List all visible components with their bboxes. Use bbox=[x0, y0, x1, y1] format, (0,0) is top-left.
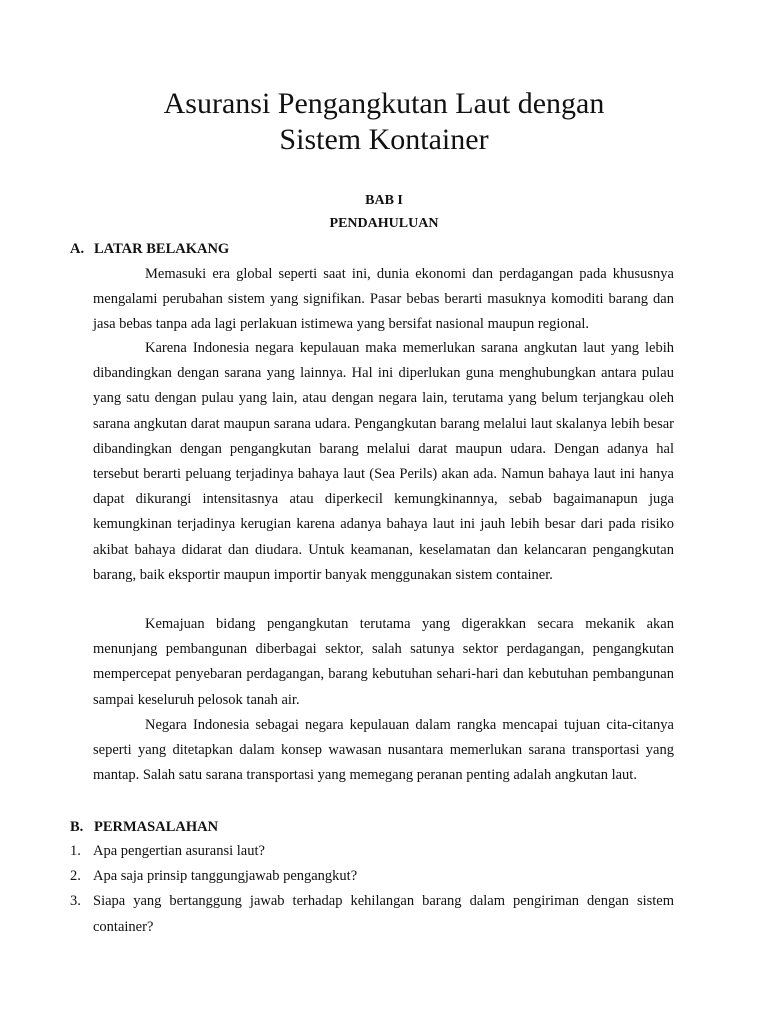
list-number: 1. bbox=[70, 843, 81, 859]
chapter-title: PENDAHULUAN bbox=[329, 216, 439, 231]
list-item bbox=[70, 839, 674, 864]
section-heading-latar-belakang bbox=[70, 240, 229, 258]
title-line-1: Asuransi Pengangkutan Laut dengan bbox=[163, 87, 605, 120]
chapter-number: BAB I bbox=[365, 193, 403, 208]
list-number: 3. bbox=[70, 893, 81, 910]
problem-list bbox=[70, 839, 674, 940]
list-text: Apa pengertian asuransi laut? bbox=[93, 843, 265, 859]
list-item bbox=[70, 864, 674, 889]
paragraph-4: Negara Indonesia sebagai negara kepulauan dalam rangka mencapai tujuan cita-citanya seperti yang ditetapkan dalam konsep wawasan nusantara memerlukan sarana transportasi yang mantap. Salah satu sarana transportasi yang memegang peranan penting adalah angkutan laut. bbox=[93, 717, 674, 784]
list-text: Siapa yang bertanggung jawab terhadap kehilangan barang dalam pengiriman dengan sistem container? bbox=[93, 893, 674, 935]
paragraph-1: Memasuki era global seperti saat ini, dunia ekonomi dan perdagangan pada khususnya mengalami perubahan sistem yang signifikan. Pasar bebas berarti masuknya komoditi barang dan jasa bebas tanpa ada lagi perlakuan istimewa yang bersifat nasional maupun regional. bbox=[93, 266, 674, 333]
section-heading-permasalahan bbox=[70, 818, 218, 836]
section-title: LATAR BELAKANG bbox=[94, 241, 230, 257]
paragraph-2: Karena Indonesia negara kepulauan maka memerlukan sarana angkutan laut yang lebih dibandingkan dengan sarana yang lainnya. Hal ini diperlukan guna menghubungkan antara pulau yang satu dengan pulau yang lain, atau dengan negara lain, terutama yang belum terjangkau oleh sarana angkutan darat maupun sarana udara. Pengangkutan barang melalui laut skalanya lebih besar dibandingkan dengan pengangkutan barang melalui darat maupun udara. Dengan adanya hal tersebut berarti peluang terjadinya bahaya laut (Sea Perils) akan ada. Namun bahaya laut ini hanya dapat dikurangi intensitasnya atau diperkecil kemungkinannya, sebab bagaimanapun juga kemungkinan terjadinya kerugian karena adanya bahaya laut ini jauh lebih besar dari pada risiko akibat bahaya didarat dan diudara. Untuk keamanan, keselamatan dan kelancaran pengangkutan barang, baik eksportir maupun importir banyak menggunakan sistem container. bbox=[93, 340, 674, 583]
list-number: 2. bbox=[70, 868, 81, 885]
document-title bbox=[0, 86, 768, 158]
section-letter: B. bbox=[70, 819, 84, 835]
list-item bbox=[70, 889, 674, 939]
title-line-2: Sistem Kontainer bbox=[279, 123, 489, 156]
paragraph-3: Kemajuan bidang pengangkutan terutama yang digerakkan secara mekanik akan menunjang pembangunan diberbagai sektor, salah satunya sektor perdagangan, pengangkutan mempercepat penyebaran perdagangan, barang kebutuhan sehari-hari dan kebutuhan pembangunan sampai keseluruh pelosok tanah air. bbox=[93, 616, 674, 708]
section-title: PERMASALAHAN bbox=[94, 819, 219, 835]
section-letter: A. bbox=[70, 241, 85, 257]
list-text: Apa saja prinsip tanggungjawab pengangkut? bbox=[93, 868, 358, 885]
